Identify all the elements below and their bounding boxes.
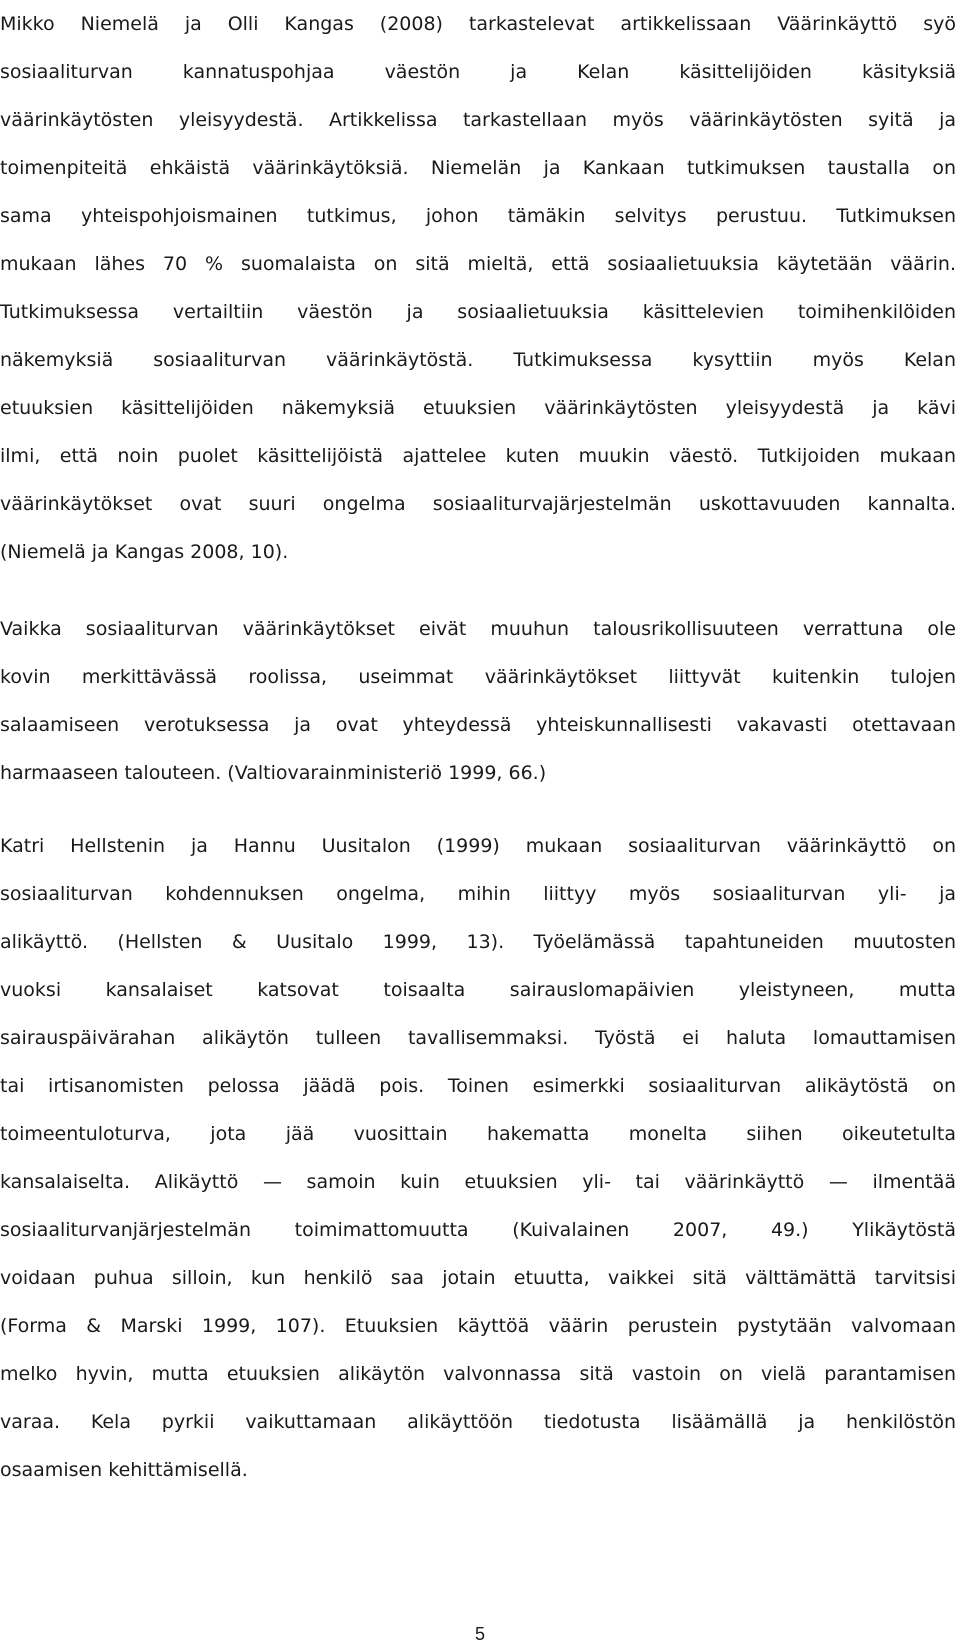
text-line: sama yhteispohjoismainen tutkimus, johon tämäkin selvitys perustuu. Tutkimuksen [0,205,956,227]
text-line: kansalaiselta. Alikäyttö — samoin kuin etuuksien yli- tai väärinkäyttö — ilmentää [0,1171,956,1193]
page-number: 5 [474,1624,485,1644]
text-line: Mikko Niemelä ja Olli Kangas (2008) tarkastelevat artikkelissaan Väärinkäyttö syö [0,13,956,35]
text-line: toimeentuloturva, jota jää vuosittain hakematta monelta siihen oikeutetulta [0,1123,956,1145]
text-line: (Niemelä ja Kangas 2008, 10). [0,541,289,563]
text-line: voidaan puhua silloin, kun henkilö saa jotain etuutta, vaikkei sitä välttämättä tarvitsisi [0,1267,956,1289]
text-line: ilmi, että noin puolet käsittelijöistä ajattelee kuten muukin väestö. Tutkijoiden mukaan [0,445,956,467]
text-line: sairauspäivärahan alikäytön tulleen tavallisemmaksi. Työstä ei haluta lomauttamisen [0,1027,956,1049]
text-line: näkemyksiä sosiaaliturvan väärinkäytöstä. Tutkimuksessa kysyttiin myös Kelan [0,349,956,371]
text-line: Tutkimuksessa vertailtiin väestön ja sosiaalietuuksia käsittelevien toimihenkilöiden [0,301,956,323]
text-line: salaamiseen verotuksessa ja ovat yhteydessä yhteiskunnallisesti vakavasti otettavaan [0,714,956,736]
text-line: toimenpiteitä ehkäistä väärinkäytöksiä. Niemelän ja Kankaan tutkimuksen taustalla on [0,157,956,179]
paragraph-1 [0,0,956,576]
text-line: (Forma & Marski 1999, 107). Etuuksien käyttöä väärin perustein pystytään valvomaan [0,1315,956,1337]
text-line: väärinkäytökset ovat suuri ongelma sosiaaliturvajärjestelmän uskottavuuden kannalta. [0,493,956,515]
text-line: sosiaaliturvanjärjestelmän toimimattomuutta (Kuivalainen 2007, 49.) Ylikäytöstä [0,1219,956,1241]
text-line: osaamisen kehittämisellä. [0,1459,248,1481]
paragraph-2 [0,605,956,797]
text-line: sosiaaliturvan kohdennuksen ongelma, mihin liittyy myös sosiaaliturvan yli- ja [0,883,956,905]
text-line: sosiaaliturvan kannatuspohjaa väestön ja Kelan käsittelijöiden käsityksiä [0,61,956,83]
text-line: väärinkäytösten yleisyydestä. Artikkelissa tarkastellaan myös väärinkäytösten syitä ja [0,109,956,131]
text-line: Vaikka sosiaaliturvan väärinkäytökset eivät muuhun talousrikollisuuteen verrattuna ole [0,618,956,640]
text-line: mukaan lähes 70 % suomalaista on sitä mieltä, että sosiaalietuuksia käytetään väärin. [0,253,956,275]
text-line: melko hyvin, mutta etuuksien alikäytön valvonnassa sitä vastoin on vielä parantamisen [0,1363,956,1385]
text-line: kovin merkittävässä roolissa, useimmat väärinkäytökset liittyvät kuitenkin tulojen [0,666,956,688]
text-line: Katri Hellstenin ja Hannu Uusitalon (1999) mukaan sosiaaliturvan väärinkäyttö on [0,835,956,857]
text-line: varaa. Kela pyrkii vaikuttamaan alikäyttöön tiedotusta lisäämällä ja henkilöstön [0,1411,956,1433]
text-line: tai irtisanomisten pelossa jäädä pois. Toinen esimerkki sosiaaliturvan alikäytöstä on [0,1075,956,1097]
text-line: alikäyttö. (Hellsten & Uusitalo 1999, 13). Työelämässä tapahtuneiden muutosten [0,931,956,953]
paragraph-3 [0,822,956,1494]
text-line: etuuksien käsittelijöiden näkemyksiä etuuksien väärinkäytösten yleisyydestä ja kävi [0,397,956,419]
text-line: harmaaseen talouteen. (Valtiovarainministeriö 1999, 66.) [0,762,547,784]
text-line: vuoksi kansalaiset katsovat toisaalta sairauslomapäivien yleistyneen, mutta [0,979,956,1001]
